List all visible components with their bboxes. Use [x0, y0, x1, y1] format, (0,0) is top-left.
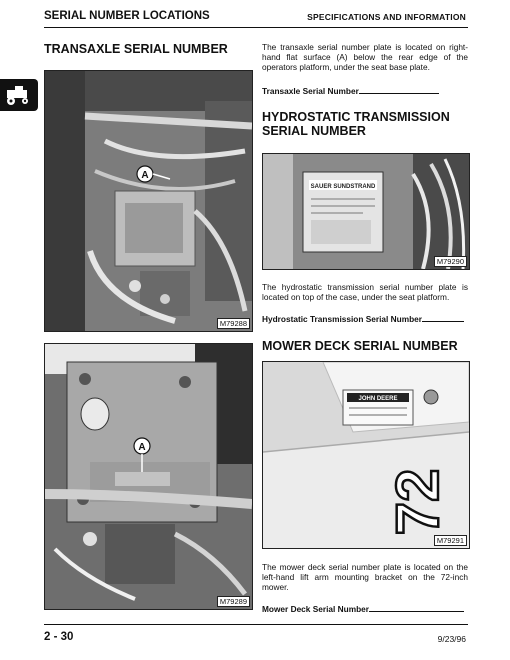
- mower-description: The mower deck serial number plate is located on the left-hand lift arm mounting bracket on the 72-inch mower.: [262, 562, 468, 592]
- hydrostatic-heading-line2: SERIAL NUMBER: [262, 124, 366, 138]
- figure-id-tag: M79290: [434, 256, 467, 267]
- mower-heading: MOWER DECK SERIAL NUMBER: [262, 339, 458, 353]
- callout-a-label: A: [138, 442, 146, 453]
- hydrostatic-description: The hydrostatic transmission serial number plate is located on top of the case, under the seat platform.: [262, 282, 468, 302]
- callout-a-label: A: [141, 170, 149, 181]
- transaxle-plate-photo: [44, 343, 253, 610]
- tractor-icon: [0, 79, 38, 111]
- hydrostatic-serial-field: [262, 313, 464, 324]
- field-label: Hydrostatic Transmission Serial Number: [262, 314, 422, 324]
- transaxle-serial-field: [262, 85, 439, 96]
- fill-in-line: [359, 85, 439, 94]
- mower-serial-field: [262, 603, 464, 614]
- figure-id-tag: M79288: [217, 318, 250, 329]
- transaxle-photo: [44, 70, 253, 332]
- fill-in-line: [369, 603, 464, 612]
- header-rule: [44, 27, 468, 28]
- field-label: Transaxle Serial Number: [262, 86, 359, 96]
- plate-brand-text: JOHN DEERE: [358, 396, 398, 402]
- running-header-left: SERIAL NUMBER LOCATIONS: [44, 10, 210, 22]
- fill-in-line: [422, 313, 464, 322]
- running-header-right: SPECIFICATIONS AND INFORMATION: [307, 12, 466, 22]
- footer-rule: [44, 624, 468, 625]
- revision-date: 9/23/96: [437, 634, 466, 644]
- transaxle-heading: TRANSAXLE SERIAL NUMBER: [44, 42, 228, 56]
- transaxle-description: The transaxle serial number plate is located on right-hand flat surface (A) below the rear edge of the operators platform, under the seat base plate.: [262, 42, 468, 72]
- deck-size-decal: 72: [384, 468, 451, 536]
- mower-deck-photo: [262, 361, 470, 549]
- field-label: Mower Deck Serial Number: [262, 604, 369, 614]
- hydrostatic-heading-line1: HYDROSTATIC TRANSMISSION: [262, 110, 450, 124]
- plate-brand-text: SAUER SUNDSTRAND: [310, 184, 376, 190]
- hydrostatic-photo: [262, 153, 470, 270]
- figure-id-tag: M79289: [217, 596, 250, 607]
- page-number: 2 - 30: [44, 631, 74, 643]
- figure-id-tag: M79291: [434, 535, 467, 546]
- hydrostatic-heading: [262, 110, 450, 138]
- section-tab: [0, 79, 38, 111]
